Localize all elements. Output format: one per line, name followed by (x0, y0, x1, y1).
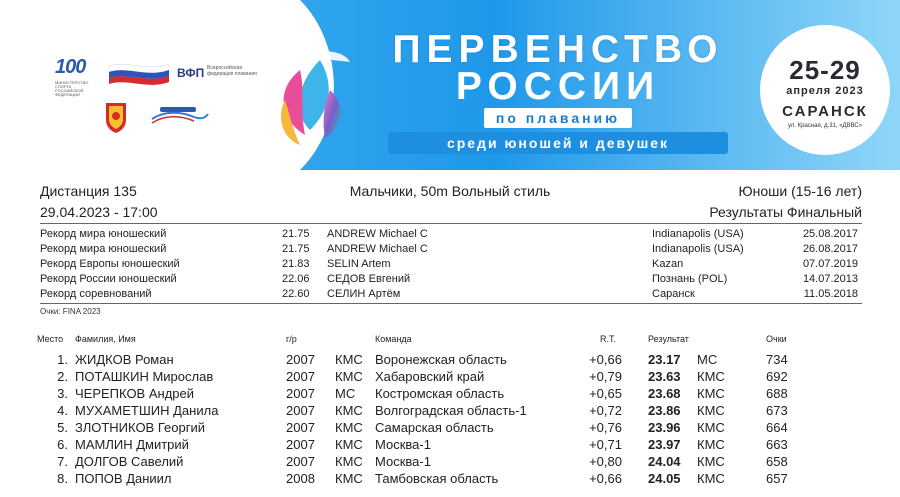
sport-rank: МС (335, 386, 356, 401)
record-holder: SELIN Artem (327, 258, 391, 270)
record-place: Саранск (652, 288, 695, 300)
record-name: Рекорд соревнований (40, 288, 152, 300)
qualification: КМС (697, 403, 725, 418)
team: Москва-1 (375, 454, 431, 469)
points: 657 (766, 471, 788, 486)
ministry-logo-caption: МИНИСТЕРСТВО СПОРТА РОССИЙСКОЙ ФЕДЕРАЦИИ (55, 80, 89, 97)
record-time: 21.75 (282, 228, 310, 240)
record-name: Рекорд мира юношеский (40, 243, 167, 255)
record-date: 14.07.2013 (802, 273, 858, 285)
record-place: Indianapolis (USA) (652, 228, 744, 240)
record-place: Indianapolis (USA) (652, 243, 744, 255)
title-line1: ПЕРВЕНСТВО (392, 28, 724, 71)
result-row (0, 385, 900, 402)
subtitle-sport: по плаванию (484, 108, 632, 128)
results-column-headers (0, 334, 900, 346)
result-row (0, 402, 900, 419)
vfp-logo-caption: Всероссийская федерация плавания (207, 65, 257, 77)
subtitle-category: среди юношей и девушек (388, 132, 728, 154)
event-address: ул. Красная, д.31, «ДВВС» (787, 123, 863, 129)
athlete-name: ЗЛОТНИКОВ Георгий (75, 420, 205, 435)
result-place: 2. (57, 369, 68, 384)
reaction-time: +0,65 (589, 386, 622, 401)
sponsor-logos (55, 52, 265, 142)
records-list (40, 227, 862, 302)
qualification: КМС (697, 471, 725, 486)
team: Самарская область (375, 420, 494, 435)
ministry-logo (55, 56, 99, 97)
birth-year: 2007 (286, 386, 315, 401)
record-date: 11.05.2018 (803, 288, 858, 300)
record-place: Kazan (652, 258, 684, 270)
record-time: 22.60 (282, 288, 310, 300)
record-holder: ANDREW Michael C (327, 243, 428, 255)
mordovia-crest-icon (103, 100, 129, 134)
result-place: 1. (57, 352, 68, 367)
athlete-name: ПОПОВ Даниил (75, 471, 172, 486)
team: Тамбовская область (375, 471, 499, 486)
record-holder: СЕДОВ Евгений (327, 273, 411, 285)
reaction-time: +0,72 (589, 403, 622, 418)
team: Костромская область (375, 386, 505, 401)
result-place: 5. (57, 420, 68, 435)
birth-year: 2007 (286, 403, 315, 418)
points: 658 (766, 454, 788, 469)
reaction-time: +0,76 (589, 420, 622, 435)
event-city: САРАНСК (782, 103, 868, 120)
result-time: 23.17 (648, 352, 681, 367)
record-date: 25.08.2017 (802, 228, 858, 240)
record-date: 07.07.2019 (802, 258, 858, 270)
vfp-logo: ВФП (177, 66, 205, 80)
sport-rank: КМС (335, 471, 363, 486)
athlete-name: МУХАМЕТШИН Данила (75, 403, 219, 418)
record-holder: ANDREW Michael C (327, 228, 428, 240)
result-place: 4. (57, 403, 68, 418)
col-rt: R.T. (600, 334, 617, 344)
birth-year: 2007 (286, 454, 315, 469)
result-row (0, 470, 900, 487)
event-name: Мальчики, 50m Вольный стиль (349, 183, 551, 199)
event-month: апреля 2023 (786, 85, 864, 97)
athlete-name: ДОЛГОВ Савелий (75, 454, 184, 469)
team: Воронежская область (375, 352, 507, 367)
result-place: 3. (57, 386, 68, 401)
col-year: г/р (286, 334, 297, 344)
team: Волгоградская область-1 (375, 403, 527, 418)
col-points: Очки (766, 334, 787, 344)
result-place: 6. (57, 437, 68, 452)
record-row (40, 272, 862, 287)
result-row (0, 453, 900, 470)
result-row (0, 419, 900, 436)
points: 673 (766, 403, 788, 418)
qualification: МС (697, 352, 718, 367)
reaction-time: +0,66 (589, 471, 622, 486)
event-title (378, 30, 738, 154)
event-datetime: 29.04.2023 - 17:00 (40, 204, 158, 220)
record-row (40, 257, 862, 272)
qualification: КМС (697, 386, 725, 401)
results-table (0, 351, 900, 487)
points: 663 (766, 437, 788, 452)
event-dates: 25-29 (789, 55, 861, 85)
result-time: 24.05 (648, 471, 681, 486)
result-time: 24.04 (648, 454, 681, 469)
birth-year: 2007 (286, 420, 315, 435)
swimming-federation-logo-icon (150, 105, 210, 127)
reaction-time: +0,80 (589, 454, 622, 469)
col-team: Команда (375, 334, 412, 344)
record-row (40, 227, 862, 242)
team: Хабаровский край (375, 369, 485, 384)
result-time: 23.96 (648, 420, 681, 435)
athlete-name: ПОТАШКИН Мирослав (75, 369, 214, 384)
points: 688 (766, 386, 788, 401)
result-time: 23.97 (648, 437, 681, 452)
sport-rank: КМС (335, 420, 363, 435)
result-time: 23.63 (648, 369, 681, 384)
result-time: 23.68 (648, 386, 681, 401)
record-name: Рекорд мира юношеский (40, 228, 167, 240)
athlete-name: МАМЛИН Дмитрий (75, 437, 189, 452)
russian-flag-icon (107, 60, 171, 86)
sport-rank: КМС (335, 454, 363, 469)
birth-year: 2007 (286, 437, 315, 452)
points-note: Очки: FINA 2023 (40, 307, 101, 316)
event-date-badge (760, 25, 890, 155)
reaction-time: +0,66 (589, 352, 622, 367)
record-row (40, 287, 862, 302)
record-name: Рекорд Европы юношеский (40, 258, 180, 270)
event-banner (0, 0, 900, 170)
result-row (0, 436, 900, 453)
col-place: Место (37, 334, 64, 344)
age-group: Юноши (15-16 лет) (738, 183, 862, 199)
sport-rank: КМС (335, 403, 363, 418)
divider (40, 223, 862, 224)
record-name: Рекорд России юношеский (40, 273, 177, 285)
title-line2: РОССИИ (455, 65, 661, 108)
qualification: КМС (697, 420, 725, 435)
result-place: 8. (57, 471, 68, 486)
points: 734 (766, 352, 788, 367)
distance-label: Дистанция 135 (40, 183, 137, 199)
record-time: 22.06 (282, 273, 310, 285)
athlete-name: ЧЕРЕПКОВ Андрей (75, 386, 194, 401)
sport-rank: КМС (335, 369, 363, 384)
birth-year: 2007 (286, 369, 315, 384)
qualification: КМС (697, 454, 725, 469)
result-place: 7. (57, 454, 68, 469)
record-row (40, 242, 862, 257)
athlete-name: ЖИДКОВ Роман (75, 352, 174, 367)
qualification: КМС (697, 369, 725, 384)
team: Москва-1 (375, 437, 431, 452)
record-date: 26.08.2017 (802, 243, 858, 255)
results-type: Результаты Финальный (709, 204, 862, 220)
birth-year: 2007 (286, 352, 315, 367)
birth-year: 2008 (286, 471, 315, 486)
result-row (0, 368, 900, 385)
result-row (0, 351, 900, 368)
record-place: Познань (POL) (652, 273, 728, 285)
sport-rank: КМС (335, 437, 363, 452)
record-time: 21.83 (282, 258, 310, 270)
record-holder: СЕЛИН Артём (327, 288, 401, 300)
reaction-time: +0,71 (589, 437, 622, 452)
reaction-time: +0,79 (589, 369, 622, 384)
qualification: КМС (697, 437, 725, 452)
sport-rank: КМС (335, 352, 363, 367)
points: 692 (766, 369, 788, 384)
col-result: Результат (648, 334, 689, 344)
points: 664 (766, 420, 788, 435)
col-name: Фамилия, Имя (75, 334, 136, 344)
result-time: 23.86 (648, 403, 681, 418)
divider (40, 303, 862, 304)
ministry-logo-number: 100 (55, 56, 86, 78)
record-time: 21.75 (282, 243, 310, 255)
